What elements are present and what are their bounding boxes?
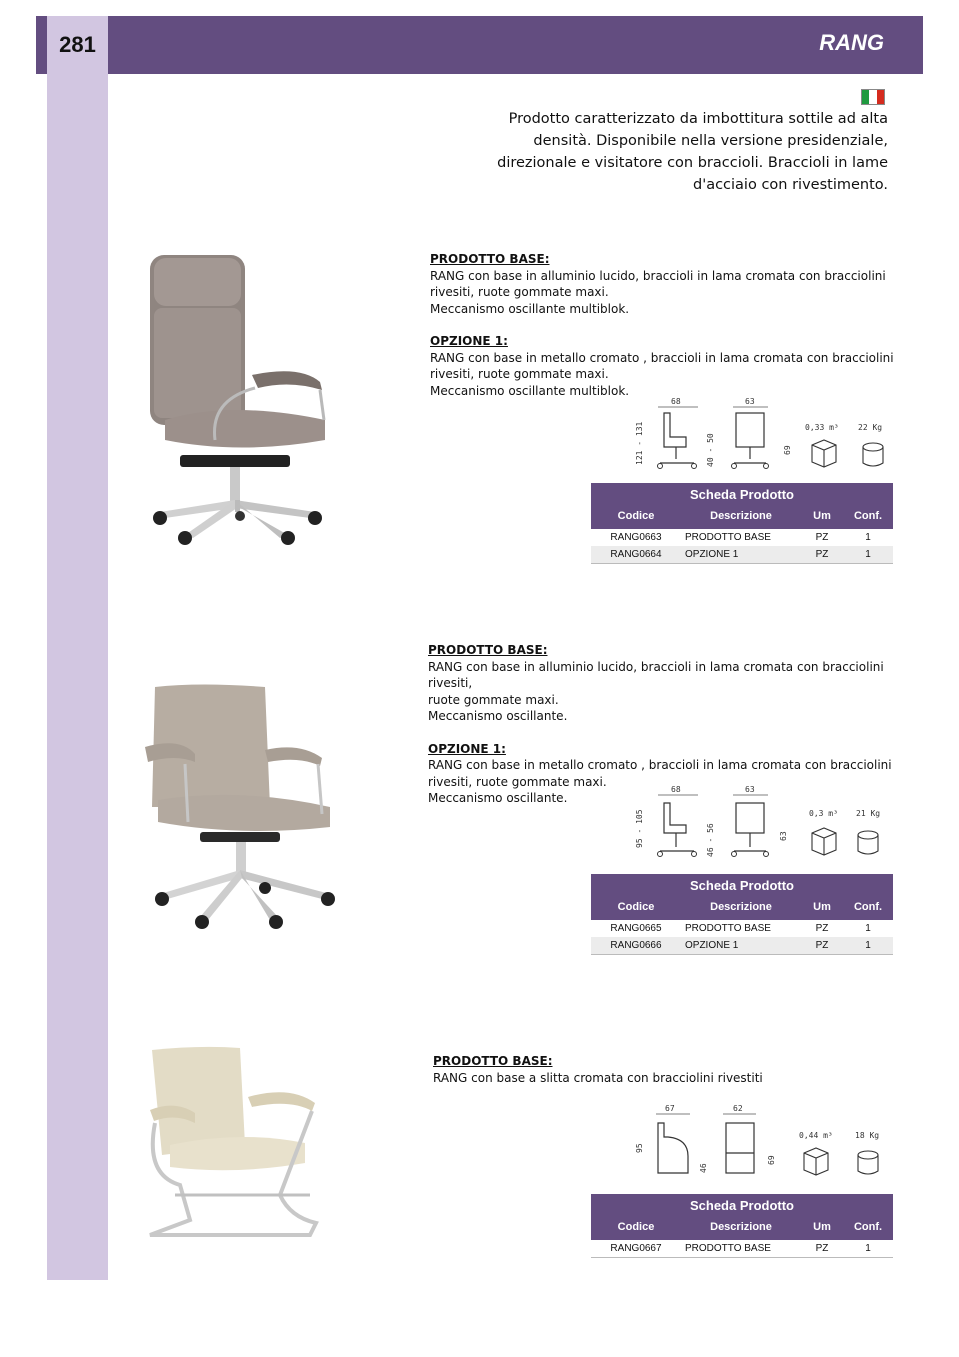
- intro-text: Prodotto caratterizzato da imbottitura sottile ad alta densità. Disponibile nella versione presidenziale, direzionale e visitatore con braccioli. Braccioli in lame d'acciaio con rivestimento.: [497, 111, 888, 193]
- chair-image-director: [140, 682, 345, 940]
- dim-depth: 68: [671, 785, 681, 794]
- cell-conf: 1: [843, 546, 893, 564]
- cell-um: PZ: [815, 532, 829, 543]
- product-sheet-table-1: [591, 483, 893, 564]
- dimension-drawing-1: [628, 395, 893, 475]
- option-line: RANG con base in metallo cromato , braccioli in lama cromata con bracciolini: [430, 350, 894, 365]
- dim-depth: 68: [671, 397, 681, 406]
- dim-box: 69: [767, 1155, 776, 1165]
- dim-depth: 67: [665, 1104, 675, 1113]
- col-um: Um: [801, 503, 843, 529]
- cell-conf: 1: [865, 923, 871, 934]
- cell-conf: 1: [843, 937, 893, 955]
- table-row: [591, 1240, 893, 1258]
- table-title: Scheda Prodotto: [591, 874, 893, 894]
- col-codice: Codice: [591, 503, 681, 529]
- sidebar-band: [47, 16, 108, 1280]
- base-line: RANG con base a slitta cromata con bracciolini rivestiti: [433, 1070, 763, 1085]
- base-line: ruote gommate maxi.: [428, 692, 559, 707]
- header-bar: [36, 16, 923, 74]
- col-descrizione: Descrizione: [681, 894, 801, 920]
- base-line: RANG con base in alluminio lucido, braccioli in lama cromata con bracciolini rivesiti,: [428, 659, 884, 690]
- base-line: rivesiti, ruote gommate maxi.: [430, 285, 609, 299]
- dim-seat: 40 - 50: [706, 433, 715, 467]
- weight-label: 22 Kg: [858, 423, 883, 432]
- option-line: Meccanismo oscillante.: [428, 791, 568, 805]
- option-line: Meccanismo oscillante multiblok.: [430, 383, 630, 398]
- base-line: RANG con base in alluminio lucido, braccioli in lama cromata con bracciolini: [430, 268, 886, 283]
- product-1-description: [430, 251, 900, 399]
- chair-image-executive: [140, 250, 340, 550]
- base-line: Meccanismo oscillante.: [428, 709, 568, 723]
- option-line: RANG con base in metallo cromato , braccioli in lama cromata con bracciolini: [428, 758, 892, 772]
- volume-label: 0,33 m³: [805, 423, 839, 432]
- volume-label: 0,3 m³: [809, 809, 838, 818]
- cell-desc: PRODOTTO BASE: [685, 923, 771, 934]
- col-descrizione: Descrizione: [681, 1214, 801, 1240]
- italian-flag-icon: [861, 89, 885, 105]
- cell-code: RANG0663: [610, 532, 662, 543]
- cell-desc: OPZIONE 1: [681, 546, 801, 564]
- table-row: [591, 920, 893, 937]
- option-heading: OPZIONE 1:: [430, 334, 508, 348]
- brand-title: RANG: [819, 30, 884, 55]
- cell-code: RANG0665: [610, 923, 662, 934]
- weight-label: 21 Kg: [856, 809, 881, 818]
- product-3-description: [433, 1053, 893, 1086]
- option-heading: OPZIONE 1:: [428, 741, 506, 756]
- option-line: rivesiti, ruote gommate maxi.: [430, 367, 609, 381]
- cell-conf: 1: [843, 1240, 893, 1258]
- dim-seat: 46: [699, 1163, 708, 1173]
- volume-label: 0,44 m³: [799, 1131, 833, 1140]
- dim-height: 95: [635, 1143, 644, 1153]
- cell-um: PZ: [815, 923, 829, 934]
- cell-desc: PRODOTTO BASE: [685, 532, 771, 543]
- col-um: Um: [801, 894, 843, 920]
- table-row: [591, 529, 893, 546]
- cell-desc: PRODOTTO BASE: [681, 1240, 801, 1258]
- col-conf: Conf.: [843, 894, 893, 920]
- cell-code: RANG0666: [591, 937, 681, 955]
- dim-width: 63: [745, 397, 755, 406]
- cell-code: RANG0667: [591, 1240, 681, 1258]
- col-conf: Conf.: [843, 1214, 893, 1240]
- col-codice: Codice: [591, 894, 681, 920]
- cell-desc: OPZIONE 1: [681, 937, 801, 955]
- dim-width: 62: [733, 1104, 743, 1113]
- dimension-drawing-2: [628, 783, 893, 863]
- base-heading: PRODOTTO BASE:: [430, 252, 550, 266]
- base-line: Meccanismo oscillante multiblok.: [430, 301, 630, 316]
- dim-seat: 46 - 56: [706, 823, 715, 857]
- table-title: Scheda Prodotto: [591, 483, 893, 503]
- option-line: rivesiti, ruote gommate maxi.: [428, 774, 607, 789]
- product-sheet-table-2: [591, 874, 893, 955]
- dim-width: 63: [745, 785, 755, 794]
- cell-code: RANG0664: [591, 546, 681, 564]
- col-um: Um: [801, 1214, 843, 1240]
- cell-um: PZ: [801, 546, 843, 564]
- dim-height: 95 - 105: [635, 809, 644, 848]
- col-conf: Conf.: [843, 503, 893, 529]
- product-2-description: [428, 642, 903, 807]
- cell-conf: 1: [865, 532, 871, 543]
- col-descrizione: Descrizione: [681, 503, 801, 529]
- product-sheet-table-3: [591, 1194, 893, 1258]
- base-heading: PRODOTTO BASE:: [433, 1054, 553, 1068]
- base-heading: PRODOTTO BASE:: [428, 643, 548, 657]
- table-row: [591, 937, 893, 955]
- dim-height: 121 - 131: [635, 421, 644, 465]
- cell-um: PZ: [801, 1240, 843, 1258]
- cell-um: PZ: [801, 937, 843, 955]
- page-number: 281: [47, 16, 108, 74]
- dimension-drawing-3: [628, 1101, 893, 1181]
- col-codice: Codice: [591, 1214, 681, 1240]
- weight-label: 18 Kg: [855, 1131, 880, 1140]
- dim-box: 69: [783, 445, 792, 455]
- dim-box: 63: [779, 831, 788, 841]
- chair-image-visitor: [140, 1045, 330, 1245]
- table-row: [591, 546, 893, 564]
- table-title: Scheda Prodotto: [591, 1194, 893, 1214]
